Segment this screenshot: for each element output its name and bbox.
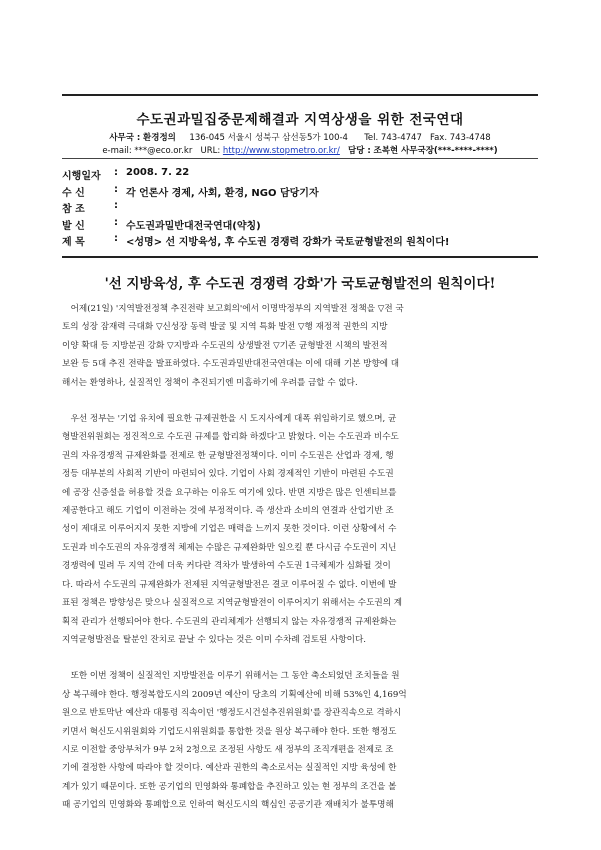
paragraph-line: 보완 등 5대 추진 전략을 발표하였다. 수도권과밀반대전국연대는 이에 대해 기본 방향에 대 xyxy=(62,359,400,370)
paragraph xyxy=(62,667,538,814)
paragraph-line: 성이 제대로 이루어지지 못한 지방에 기업은 매력을 느끼지 못한 것이다. 이런 상황에서 수 xyxy=(62,524,397,535)
contact-label: 담당 : xyxy=(348,146,371,156)
url-label: URL: xyxy=(200,146,221,156)
meta-row-subject xyxy=(62,233,538,250)
meta-value: 2008. 7. 22 xyxy=(126,167,190,178)
contact: 조복현 사무국장(***-****-****) xyxy=(373,146,498,156)
headline: '선 지방육성, 후 수도권 경쟁력 강화'가 국토균형발전의 원칙이다! xyxy=(104,276,496,292)
paragraph-line: 정등 대부분의 사회적 기반이 마련되어 있다. 기업이 사회 경제적인 기반이 마련된 수도권 xyxy=(62,469,394,480)
paragraph-line: 원으로 반토막난 예산과 대통령 직속이던 '행정도시건설추진위원회'를 장관직속으로 격하시 xyxy=(62,708,402,719)
tel: Tel. 743-4747 xyxy=(364,133,422,143)
letterhead xyxy=(62,94,538,159)
meta-row-sender xyxy=(62,217,538,234)
paragraph-line: 지역균형발전을 탈분인 잔치로 끝날 수 있다는 것은 이미 수차례 검토된 사항이다. xyxy=(62,634,367,645)
meta-colon: : xyxy=(114,167,118,178)
paragraph xyxy=(62,300,538,392)
meta-key: 제 목 xyxy=(62,237,85,248)
paragraph-line: 표된 정책은 방향성은 맞으나 실질적으로 지역균형발전이 이루어지기 위해서는 수도권의 계 xyxy=(62,598,403,609)
paragraph-line: 다. 따라서 수도권의 규제완화가 전제된 지역균형발전은 결코 이루어질 수 없다. 이번에 발 xyxy=(62,579,397,590)
meta-key: 수 신 xyxy=(62,187,85,199)
paragraph-line: 또한 이번 정책이 실질적인 지방발전을 이루기 위해서는 그 동안 축소되었던 조치들을 원 xyxy=(70,671,400,682)
divider xyxy=(62,256,538,258)
paragraph-line: 계가 있기 때문이다. 또한 공기업의 민영화와 통폐합을 추진하고 있는 현 정부의 조건을 볼 xyxy=(62,781,397,792)
paragraph-line: 획적 관리가 선행되어야 한다. 수도권의 관리체계가 선행되지 않는 자유경쟁적 규제완화는 xyxy=(62,616,397,627)
meta-colon: : xyxy=(114,233,118,244)
statement-body xyxy=(62,300,538,833)
paragraph-line: 우선 정부는 '기업 유치에 필요한 규제권한을 시 도지사에게 대폭 위임하기로 했으며, 균 xyxy=(70,414,397,425)
url-link[interactable]: http://www.stopmetro.or.kr/ xyxy=(222,146,340,156)
meta-colon: : xyxy=(114,183,118,195)
paragraph-line: 형발전위원회는 정진적으로 수도권 규제를 합리화 하겠다'고 밝혔다. 이는 수도권과 비수도 xyxy=(62,432,399,443)
meta-row-recipient xyxy=(62,184,538,201)
meta-colon: : xyxy=(114,200,118,211)
address: 136-045 서울시 성북구 삼선동5가 100-4 xyxy=(189,133,348,143)
fax: Fax. 743-4748 xyxy=(429,133,491,143)
paragraph-line: 어제(21일) '지역발전정책 추진전략 보고회의'에서 이명박정부의 지역발전 정책을 ▽전 국 xyxy=(70,304,404,314)
meta-row-date xyxy=(62,167,538,184)
paragraph-line: 때 공기업의 민영화와 통폐합으로 인하여 혁신도시의 핵심인 공공기관 재배치가 불투명해 xyxy=(62,800,394,811)
paragraph-line: 기에 결정한 사항에 따라야 할 것이다. 예산과 권한의 축소로서는 실질적인 지방 육성에 한 xyxy=(62,763,397,774)
paragraph-line: 토의 성장 잠재력 극대화 ▽신성장 동력 발굴 및 지역 특화 발전 ▽행 재정적 권한의 지방 xyxy=(62,322,388,333)
office-name: 환경정의 xyxy=(143,133,176,143)
org-contact-line xyxy=(62,144,538,156)
paragraph-line: 권의 자유경쟁적 규제완화를 전제로 한 균형발전정책이다. 이미 수도권은 산업과 경제, 행 xyxy=(62,450,394,461)
meta-value: 수도권과밀반대전국연대(약칭) xyxy=(126,220,261,232)
org-title: 수도권과밀집중문제해결과 지역상생을 위한 전국연대 xyxy=(136,112,464,128)
meta-key: 시행일자 xyxy=(62,171,101,182)
meta-row-reference xyxy=(62,200,538,217)
paragraph-line: 키면서 혁신도시위원회와 기업도시위원회를 통합한 것을 원상 복구해야 한다. 또한 행정도 xyxy=(62,726,397,737)
paragraph-line: 에 공장 신증설을 허용할 것을 요구하는 이유도 여기에 있다. 반면 지방은 많은 인센티브를 xyxy=(62,487,397,498)
paragraph-line: 경쟁력에 밀려 두 지역 간에 더욱 커다란 격차가 발생하여 수도권 1극체제가 심화될 것이 xyxy=(62,561,391,572)
paragraph-line: 시로 이전할 중앙부처가 9부 2처 2청으로 조정된 사항도 새 정부의 조직개편을 전제로 조 xyxy=(62,744,394,755)
email: ***@eco.or.kr xyxy=(134,146,193,156)
org-address-line xyxy=(62,131,538,143)
meta-key: 참 조 xyxy=(62,204,85,215)
office-label: 사무국 : xyxy=(109,133,141,143)
paragraph-line: 해서는 환영하나, 실질적인 정책이 추진되기엔 미흡하기에 우려를 금할 수 없다. xyxy=(62,377,358,388)
meta-key: 발 신 xyxy=(62,220,85,232)
paragraph-line: 이양 확대 등 지방분권 강화 ▽지방과 수도권의 상생발전 ▽기존 균형발전 시책의 발전적 xyxy=(62,340,388,351)
paragraph-line: 제공한다고 해도 기업이 이전하는 것에 부정적이다. 즉 생산과 소비의 연결과 산업기반 조 xyxy=(62,506,394,517)
paragraph-line: 도권과 비수도권의 자유경쟁적 체제는 수많은 규제완화만 일으킬 뿐 다시금 수도권이 지닌 xyxy=(62,542,397,553)
document-meta xyxy=(62,167,538,250)
meta-colon: : xyxy=(114,216,118,228)
meta-value: 각 언론사 경제, 사회, 환경, NGO 담당기자 xyxy=(126,187,319,199)
email-label: e-mail: xyxy=(102,146,132,156)
paragraph-line: 상 복구해야 한다. 행정복합도시의 2009년 예산이 당초의 기획예산에 비해 53%인 4,169억 xyxy=(62,689,407,700)
meta-value: <성명> 선 지방육성, 후 수도권 경쟁력 강화가 국토균형발전의 원칙이다! xyxy=(126,237,450,248)
paragraph xyxy=(62,410,538,649)
